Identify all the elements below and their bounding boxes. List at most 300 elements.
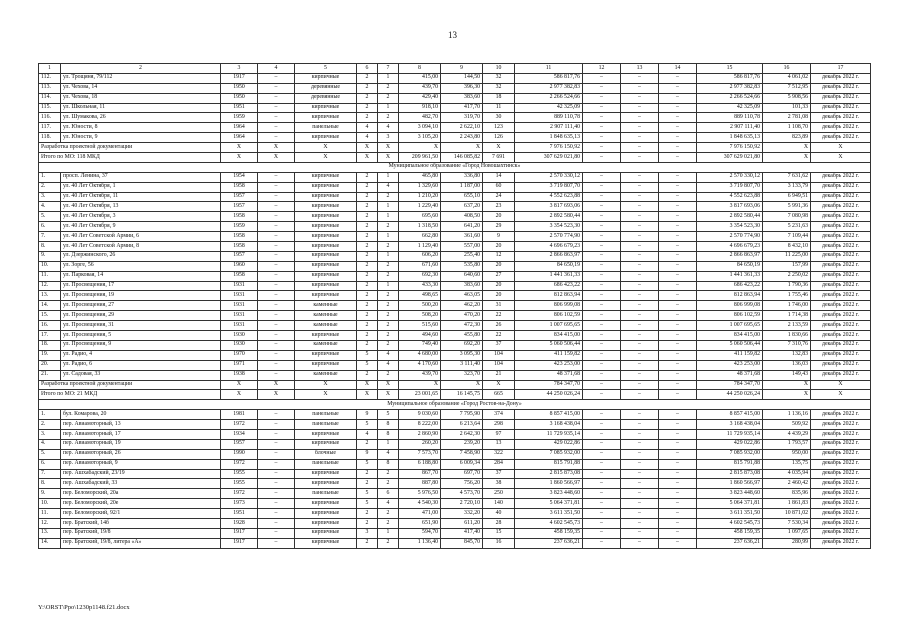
table-cell: 5 908,56 <box>763 93 811 103</box>
summary-cell: 7 976 150,92 <box>515 143 583 153</box>
summary-cell: X <box>399 143 441 153</box>
table-cell: кирпичные <box>295 222 357 232</box>
table-cell: 2 460,42 <box>763 479 811 489</box>
table-cell: – <box>621 291 659 301</box>
table-row <box>39 73 871 83</box>
table-cell: декабрь 2022 г. <box>811 232 871 242</box>
table-cell: ул. 40 Лет Октября, 11 <box>61 192 221 202</box>
table-cell: 4 <box>378 123 399 133</box>
table-cell: 10. <box>39 261 61 271</box>
table-cell: – <box>659 271 697 281</box>
table-cell: кирпичные <box>295 113 357 123</box>
table-cell: 3 133,79 <box>763 182 811 192</box>
table-cell: 1 210,20 <box>399 192 441 202</box>
table-cell: 32 <box>483 83 515 93</box>
table-cell: – <box>583 271 621 281</box>
table-cell: – <box>659 113 697 123</box>
table-cell: декабрь 2022 г. <box>811 281 871 291</box>
table-cell: 4 <box>357 133 378 143</box>
table-cell: 5 064 371,81 <box>515 499 583 509</box>
table-cell: каменные <box>295 321 357 331</box>
table-cell: 2. <box>39 182 61 192</box>
summary-cell: 307 629 021,80 <box>697 153 763 163</box>
summary-label: Разработка проектной документации <box>39 143 221 153</box>
table-cell: 2 <box>357 182 378 192</box>
table-cell: 5. <box>39 449 61 459</box>
table-cell: пер. Авиамоторный, 17 <box>61 429 221 439</box>
table-cell: 2 <box>357 370 378 380</box>
table-cell: 2 <box>357 271 378 281</box>
table-cell: – <box>258 103 295 113</box>
table-cell: 1930 <box>221 340 258 350</box>
table-cell: 22 <box>483 311 515 321</box>
table-cell: 7 080,98 <box>763 212 811 222</box>
table-cell: – <box>659 429 697 439</box>
table-cell: 2 <box>378 242 399 252</box>
table-cell: каменные <box>295 370 357 380</box>
table-cell: – <box>621 518 659 528</box>
summary-cell: X <box>378 143 399 153</box>
table-cell: – <box>659 509 697 519</box>
table-cell: декабрь 2022 г. <box>811 459 871 469</box>
table-cell: 2 <box>378 370 399 380</box>
summary-cell: – <box>659 380 697 390</box>
table-cell: 9 <box>483 232 515 242</box>
table-cell: 1 441 361,33 <box>515 271 583 281</box>
table-cell: ул. Просвещения, 5 <box>61 331 221 341</box>
table-cell: – <box>258 311 295 321</box>
table-cell: 470,20 <box>441 311 483 321</box>
table-cell: 1958 <box>221 271 258 281</box>
table-cell: 5 <box>357 459 378 469</box>
table-row <box>39 271 871 281</box>
table-cell: 2 907 111,40 <box>697 123 763 133</box>
table-cell: 9 <box>357 449 378 459</box>
table-cell: 396,30 <box>441 83 483 93</box>
table-cell: декабрь 2022 г. <box>811 83 871 93</box>
table-cell: – <box>659 321 697 331</box>
table-cell: 756,20 <box>441 479 483 489</box>
table-cell: 8 432,10 <box>763 242 811 252</box>
table-cell: 2 892 580,44 <box>515 212 583 222</box>
table-cell: 3 611 351,50 <box>697 509 763 519</box>
table-cell: – <box>258 242 295 252</box>
table-cell: – <box>621 251 659 261</box>
table-cell: кирпичные <box>295 479 357 489</box>
table-cell: 1959 <box>221 113 258 123</box>
table-cell: декабрь 2022 г. <box>811 73 871 83</box>
summary-row <box>39 380 871 390</box>
table-cell: декабрь 2022 г. <box>811 479 871 489</box>
table-cell: 1 187,00 <box>441 182 483 192</box>
table-cell: 806 999,08 <box>515 301 583 311</box>
table-cell: 2 <box>357 439 378 449</box>
summary-cell: 146 085,82 <box>441 153 483 163</box>
table-cell: – <box>659 410 697 420</box>
table-cell: деревянные <box>295 83 357 93</box>
table-row <box>39 538 871 548</box>
table-cell: 2 266 524,66 <box>697 93 763 103</box>
table-cell: 1950 <box>221 83 258 93</box>
table-cell: 260,20 <box>399 439 441 449</box>
table-cell: пер. Беломорский, 20а <box>61 489 221 499</box>
table-cell: 149,43 <box>763 370 811 380</box>
table-cell: 2 <box>378 469 399 479</box>
table-cell: 7 085 932,00 <box>697 449 763 459</box>
table-cell: 3. <box>39 429 61 439</box>
table-cell: 1950 <box>221 93 258 103</box>
table-cell: декабрь 2022 г. <box>811 202 871 212</box>
table-cell: 20. <box>39 360 61 370</box>
table-cell: – <box>583 360 621 370</box>
table-cell: декабрь 2022 г. <box>811 331 871 341</box>
table-cell: 140 <box>483 499 515 509</box>
table-cell: – <box>583 518 621 528</box>
table-cell: 749,40 <box>399 340 441 350</box>
table-cell: 4 696 679,23 <box>697 242 763 252</box>
table-cell: 1957 <box>221 192 258 202</box>
table-cell: 6 <box>378 489 399 499</box>
table-cell: 1959 <box>221 222 258 232</box>
table-cell: 2 570 774,90 <box>697 232 763 242</box>
table-cell: 7. <box>39 469 61 479</box>
table-cell: декабрь 2022 г. <box>811 410 871 420</box>
table-cell: 1972 <box>221 459 258 469</box>
summary-cell: X <box>221 380 258 390</box>
table-cell: 21. <box>39 370 61 380</box>
table-cell: кирпичные <box>295 242 357 252</box>
table-cell: 4 602 545,73 <box>697 518 763 528</box>
table-cell: 19. <box>39 350 61 360</box>
table-cell: декабрь 2022 г. <box>811 251 871 261</box>
table-cell: – <box>621 350 659 360</box>
table-cell: – <box>258 499 295 509</box>
table-cell: ул. Чехова, 14 <box>61 83 221 93</box>
table-row <box>39 103 871 113</box>
table-cell: пер. Беломорский, 92/1 <box>61 509 221 519</box>
summary-cell: 44 250 026,24 <box>697 390 763 400</box>
table-cell: 60 <box>483 182 515 192</box>
table-cell: 135,75 <box>763 459 811 469</box>
table-cell: 411 159,82 <box>515 350 583 360</box>
table-cell: 2 243,80 <box>441 133 483 143</box>
table-cell: декабрь 2022 г. <box>811 360 871 370</box>
table-cell: – <box>659 281 697 291</box>
table-row <box>39 370 871 380</box>
table-cell: 16. <box>39 321 61 331</box>
table-cell: 2 <box>357 538 378 548</box>
table-cell: 1931 <box>221 291 258 301</box>
table-cell: – <box>258 301 295 311</box>
table-cell: – <box>583 212 621 222</box>
table-cell: – <box>621 410 659 420</box>
summary-cell: – <box>583 390 621 400</box>
table-cell: 1 <box>378 439 399 449</box>
summary-cell: 784 347,70 <box>515 380 583 390</box>
table-cell: 2 <box>357 222 378 232</box>
table-cell: 2 892 580,44 <box>697 212 763 222</box>
table-cell: декабрь 2022 г. <box>811 321 871 331</box>
table-cell: – <box>258 538 295 548</box>
table-cell: – <box>258 509 295 519</box>
table-cell: 5 <box>357 499 378 509</box>
table-cell: 606,20 <box>399 251 441 261</box>
table-cell: кирпичные <box>295 518 357 528</box>
table-cell: 8 222,00 <box>399 420 441 430</box>
table-cell: – <box>659 261 697 271</box>
table-cell: 2 <box>378 271 399 281</box>
summary-cell: X <box>811 390 871 400</box>
table-cell: декабрь 2022 г. <box>811 439 871 449</box>
table-cell: 1 848 635,13 <box>515 133 583 143</box>
table-cell: 1. <box>39 172 61 182</box>
table-cell: 2 <box>357 103 378 113</box>
table-cell: 535,80 <box>441 261 483 271</box>
table-cell: 1 714,38 <box>763 311 811 321</box>
table-cell: – <box>659 331 697 341</box>
table-cell: 1 318,50 <box>399 222 441 232</box>
summary-cell: X <box>221 153 258 163</box>
table-cell: 4 <box>357 429 378 439</box>
table-cell: – <box>621 202 659 212</box>
table-cell: 9 <box>357 410 378 420</box>
table-cell: 1990 <box>221 449 258 459</box>
table-cell: 84 650,19 <box>697 261 763 271</box>
table-cell: декабрь 2022 г. <box>811 311 871 321</box>
table-cell: 14. <box>39 301 61 311</box>
table-cell: 417,40 <box>441 528 483 538</box>
table-cell: 255,40 <box>441 251 483 261</box>
table-cell: 2 622,10 <box>441 123 483 133</box>
table-row <box>39 123 871 133</box>
table-cell: 806 999,08 <box>697 301 763 311</box>
table-cell: – <box>621 528 659 538</box>
table-cell: декабрь 2022 г. <box>811 172 871 182</box>
table-row <box>39 291 871 301</box>
table-cell: 515,60 <box>399 321 441 331</box>
column-number-cell: 3 <box>221 64 258 74</box>
table-cell: 2 <box>378 192 399 202</box>
table-cell: – <box>258 182 295 192</box>
table-cell: 4 540,30 <box>399 499 441 509</box>
table-cell: 7. <box>39 232 61 242</box>
summary-cell: 665 <box>483 390 515 400</box>
table-cell: 2 570 330,12 <box>697 172 763 182</box>
table-cell: 465,80 <box>399 172 441 182</box>
table-cell: 5 991,36 <box>763 202 811 212</box>
table-cell: 13. <box>39 291 61 301</box>
table-cell: – <box>621 113 659 123</box>
table-cell: – <box>659 93 697 103</box>
column-number-cell: 13 <box>621 64 659 74</box>
table-cell: 557,00 <box>441 242 483 252</box>
table-cell: – <box>258 93 295 103</box>
table-row <box>39 222 871 232</box>
table-cell: 439,70 <box>399 83 441 93</box>
table-cell: 5 976,50 <box>399 489 441 499</box>
table-cell: кирпичные <box>295 133 357 143</box>
table-cell: 3 719 807,70 <box>515 182 583 192</box>
section-title: Муниципальное образование «Город Новошахтинск» <box>39 162 871 172</box>
table-cell: 101,33 <box>763 103 811 113</box>
column-number-cell: 9 <box>441 64 483 74</box>
table-cell: – <box>659 340 697 350</box>
table-cell: ул. 40 Лет Октября, 13 <box>61 202 221 212</box>
table-cell: 27 <box>483 271 515 281</box>
table-cell: – <box>583 103 621 113</box>
summary-cell: 16 145,75 <box>441 390 483 400</box>
table-row <box>39 479 871 489</box>
summary-cell: X <box>811 380 871 390</box>
table-cell: – <box>659 370 697 380</box>
table-cell: 1 007 695,65 <box>697 321 763 331</box>
table-row <box>39 113 871 123</box>
table-cell: 2 <box>357 518 378 528</box>
table-row <box>39 509 871 519</box>
table-cell: 1 <box>378 202 399 212</box>
table-cell: – <box>659 538 697 548</box>
table-cell: 1 007 695,65 <box>515 321 583 331</box>
summary-cell: – <box>583 143 621 153</box>
housing-repair-table <box>38 63 871 549</box>
table-cell: – <box>621 103 659 113</box>
table-cell: кирпичные <box>295 538 357 548</box>
table-cell: 845,70 <box>441 538 483 548</box>
table-cell: каменные <box>295 311 357 321</box>
table-cell: – <box>258 350 295 360</box>
table-cell: – <box>659 222 697 232</box>
table-cell: – <box>583 420 621 430</box>
table-cell: – <box>583 350 621 360</box>
table-cell: 2 <box>378 311 399 321</box>
table-cell: кирпичные <box>295 251 357 261</box>
table-cell: – <box>621 469 659 479</box>
summary-cell: – <box>621 390 659 400</box>
table-cell: ул. Садовая, 33 <box>61 370 221 380</box>
table-cell: – <box>583 281 621 291</box>
summary-cell: 307 629 021,80 <box>515 153 583 163</box>
table-cell: – <box>258 133 295 143</box>
table-cell: – <box>659 202 697 212</box>
table-cell: 11 225,00 <box>763 251 811 261</box>
summary-cell: X <box>378 380 399 390</box>
table-cell: – <box>583 83 621 93</box>
table-cell: 494,60 <box>399 331 441 341</box>
table-cell: 3 823 448,60 <box>697 489 763 499</box>
table-cell: – <box>258 251 295 261</box>
table-cell: 4 552 623,88 <box>515 192 583 202</box>
summary-cell: 7 691 <box>483 153 515 163</box>
summary-cell: X <box>258 380 295 390</box>
summary-cell: X <box>399 380 441 390</box>
column-number-cell: 1 <box>39 64 61 74</box>
table-cell: 15. <box>39 311 61 321</box>
table-cell: 433,30 <box>399 281 441 291</box>
table-cell: кирпичные <box>295 103 357 113</box>
summary-cell: X <box>357 153 378 163</box>
summary-cell: – <box>583 153 621 163</box>
table-cell: 1 <box>378 528 399 538</box>
table-cell: 104 <box>483 360 515 370</box>
table-cell: – <box>583 123 621 133</box>
summary-cell: X <box>295 153 357 163</box>
table-cell: 298 <box>483 420 515 430</box>
table-cell: 1917 <box>221 538 258 548</box>
table-row <box>39 331 871 341</box>
table-cell: 2 <box>378 340 399 350</box>
table-cell: – <box>258 232 295 242</box>
table-cell: 2 642,30 <box>441 429 483 439</box>
table-cell: – <box>258 449 295 459</box>
table-cell: 1964 <box>221 123 258 133</box>
table-row <box>39 311 871 321</box>
table-cell: 42 325,09 <box>515 103 583 113</box>
table-cell: 20 <box>483 291 515 301</box>
table-cell: – <box>258 271 295 281</box>
table-cell: 15 <box>483 528 515 538</box>
table-cell: декабрь 2022 г. <box>811 133 871 143</box>
table-cell: – <box>621 489 659 499</box>
table-cell: – <box>621 459 659 469</box>
table-cell: – <box>583 202 621 212</box>
table-cell: – <box>258 73 295 83</box>
table-cell: – <box>583 261 621 271</box>
table-cell: 1958 <box>221 242 258 252</box>
table-cell: кирпичные <box>295 350 357 360</box>
table-cell: 4 <box>378 182 399 192</box>
table-cell: 1931 <box>221 301 258 311</box>
table-cell: 1955 <box>221 469 258 479</box>
table-cell: 123 <box>483 123 515 133</box>
table-cell: 815 791,88 <box>515 459 583 469</box>
column-number-cell: 16 <box>763 64 811 74</box>
table-cell: – <box>659 360 697 370</box>
column-number-cell: 11 <box>515 64 583 74</box>
table-cell: – <box>583 113 621 123</box>
table-cell: 12 <box>483 251 515 261</box>
table-cell: – <box>621 93 659 103</box>
summary-cell: – <box>659 390 697 400</box>
table-cell: 1934 <box>221 429 258 439</box>
table-cell: 5 064 371,81 <box>697 499 763 509</box>
table-cell: 5 <box>357 420 378 430</box>
table-cell: пер. Беломорский, 20е <box>61 499 221 509</box>
table-cell: ул. 40 Лет Октября, 3 <box>61 212 221 222</box>
table-cell: 20 <box>483 281 515 291</box>
table-cell: 4 <box>378 350 399 360</box>
table-cell: кирпичные <box>295 182 357 192</box>
table-cell: 13 <box>483 439 515 449</box>
table-cell: 4 <box>378 449 399 459</box>
table-cell: 20 <box>483 212 515 222</box>
summary-cell: 209 961,50 <box>399 153 441 163</box>
table-cell: декабрь 2022 г. <box>811 291 871 301</box>
table-cell: 2 <box>357 202 378 212</box>
table-cell: 2 815 873,08 <box>697 469 763 479</box>
table-row <box>39 429 871 439</box>
table-cell: 11 <box>483 103 515 113</box>
table-row <box>39 182 871 192</box>
table-cell: панельные <box>295 410 357 420</box>
table-cell: – <box>258 370 295 380</box>
table-cell: кирпичные <box>295 281 357 291</box>
table-cell: пер. Авиамоторный, 13 <box>61 420 221 430</box>
table-cell: – <box>258 331 295 341</box>
table-cell: 408,50 <box>441 212 483 222</box>
table-cell: 1931 <box>221 311 258 321</box>
table-cell: ул. 40 Лет Советской Армии, 8 <box>61 242 221 252</box>
table-cell: – <box>258 212 295 222</box>
